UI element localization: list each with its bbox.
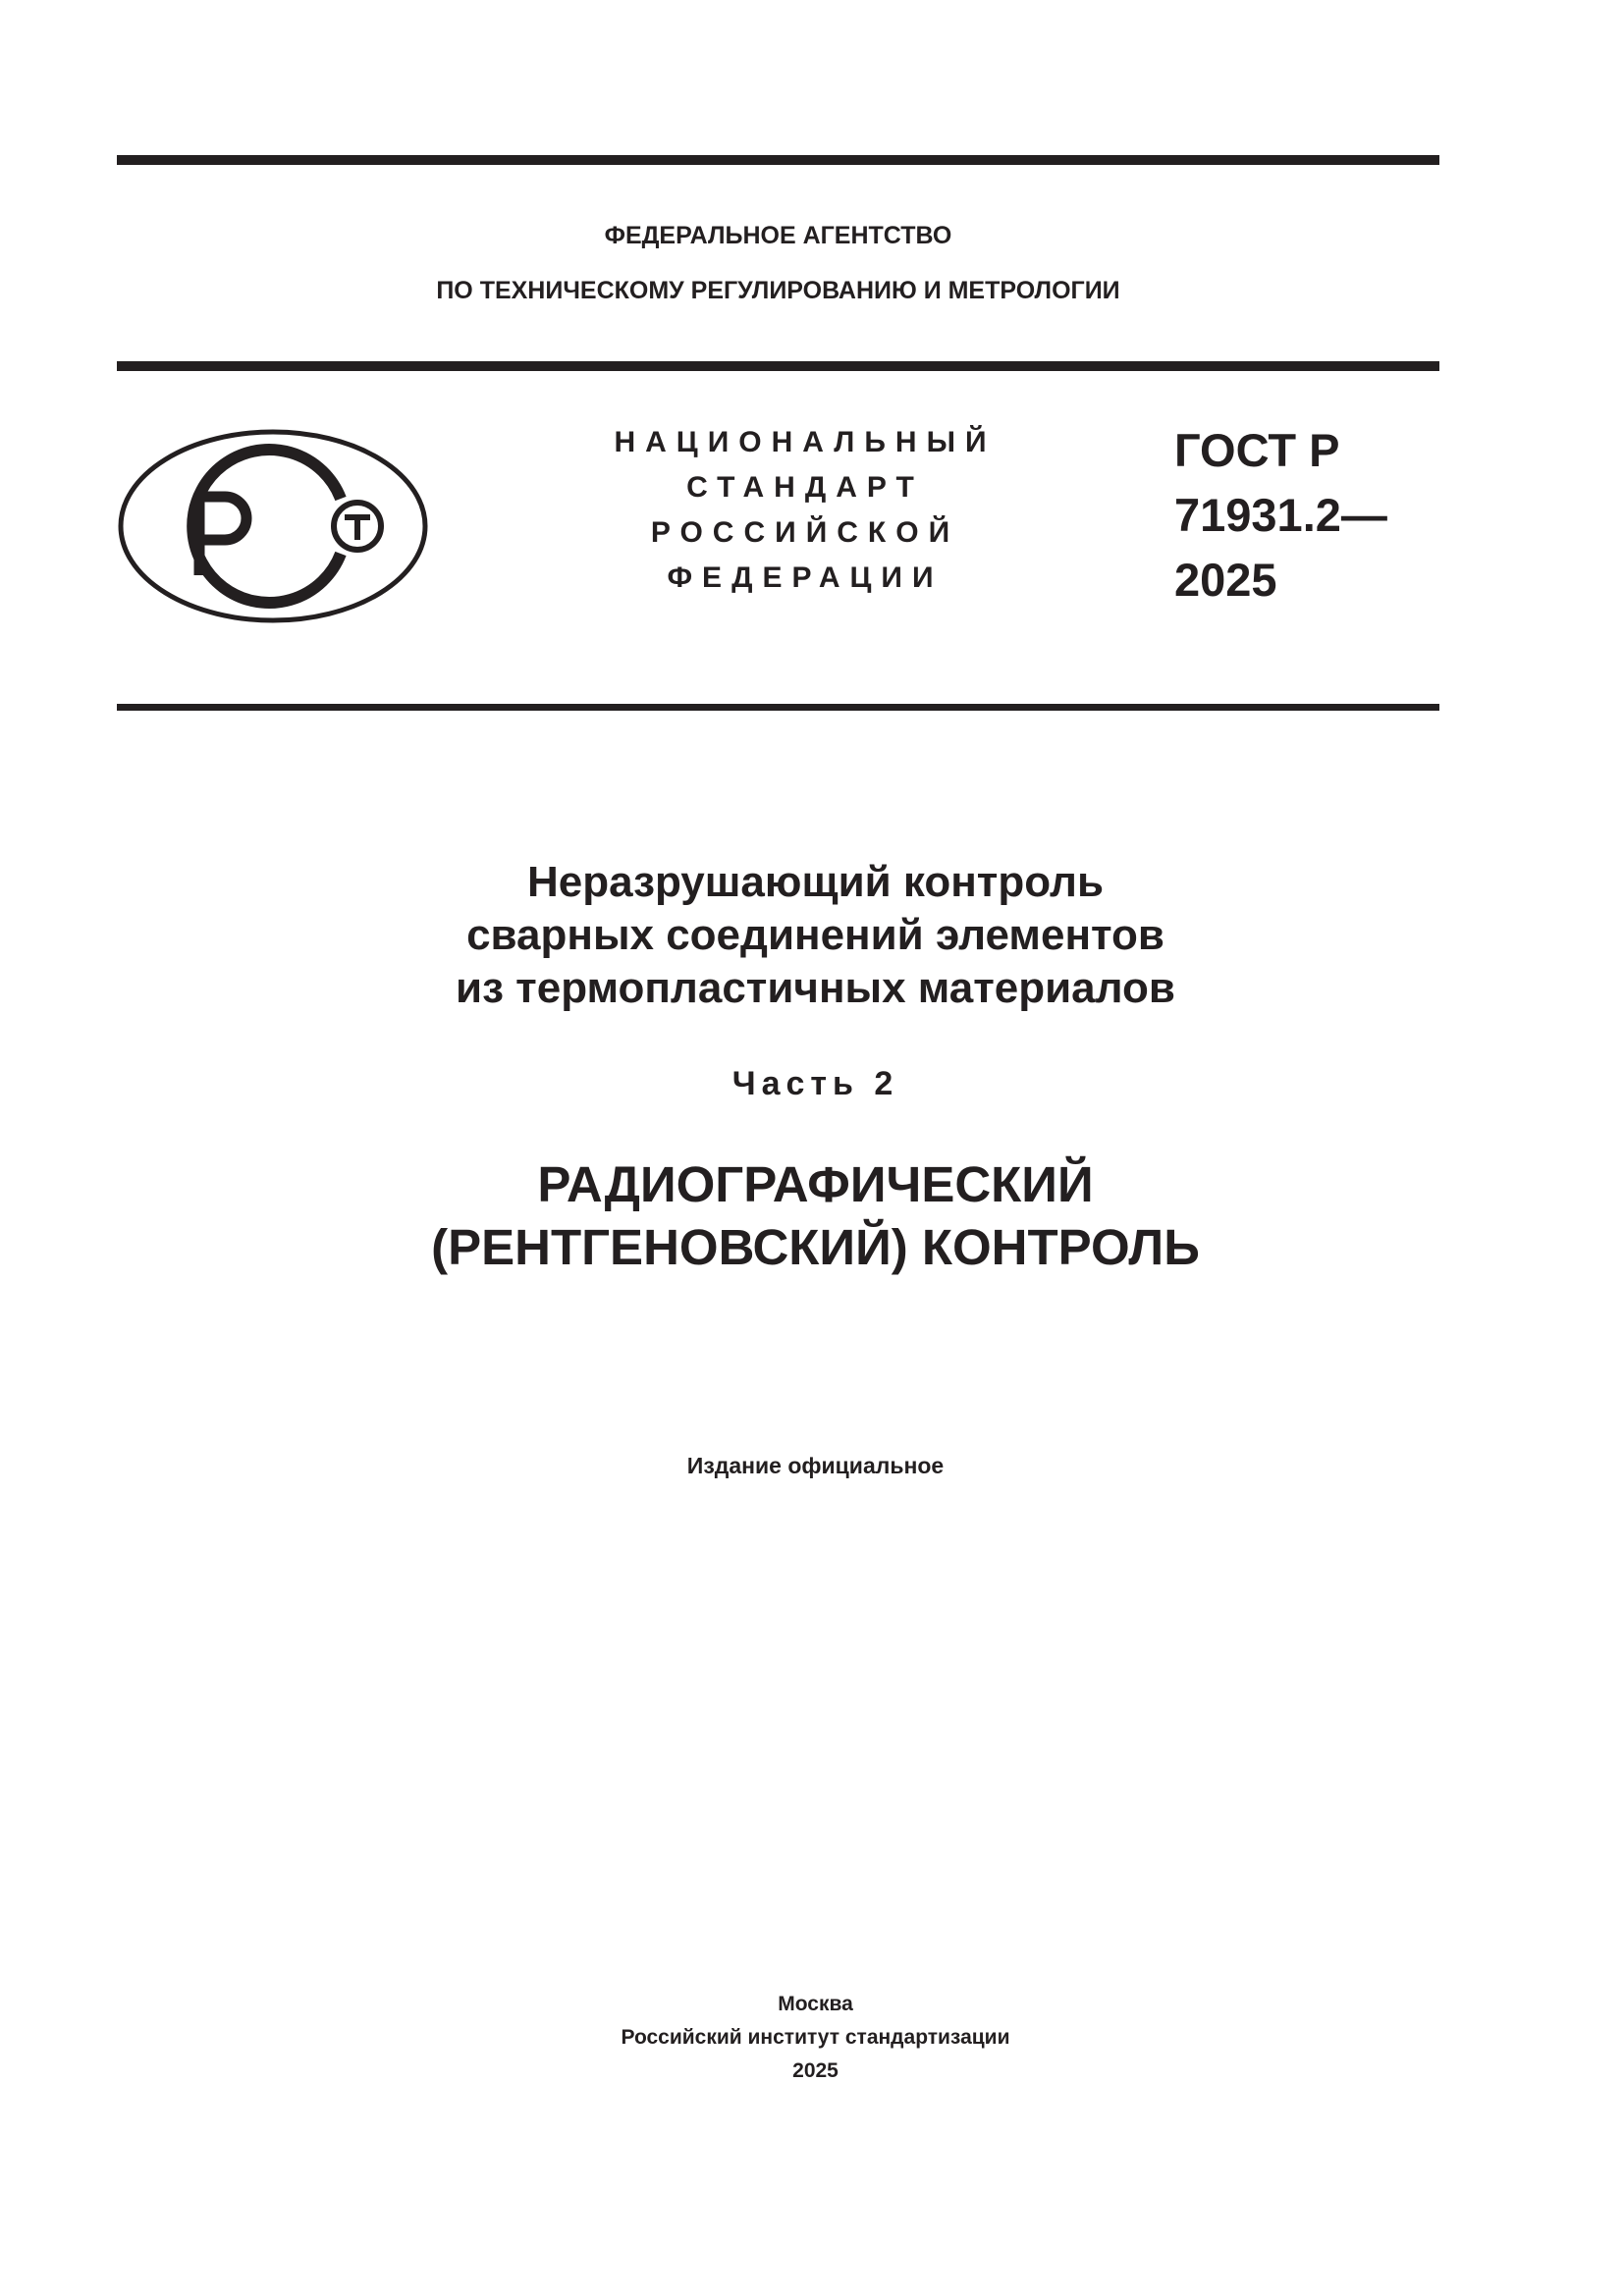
middle-rule bbox=[117, 361, 1439, 371]
imprint-year: 2025 bbox=[792, 2059, 839, 2082]
standard-kind-line: СТАНДАРТ bbox=[686, 471, 924, 504]
standard-designation-line: ГОСТ Р bbox=[1174, 424, 1340, 476]
standard-kind-line: РОССИЙСКОЙ bbox=[650, 516, 960, 549]
standard-kind-line: НАЦИОНАЛЬНЫЙ bbox=[614, 426, 997, 458]
standard-designation-line: 71931.2— bbox=[1174, 489, 1387, 541]
document-title bbox=[117, 856, 1514, 1015]
standard-designation-line: 2025 bbox=[1174, 554, 1277, 606]
agency-name-line2: ПО ТЕХНИЧЕСКОМУ РЕГУЛИРОВАНИЮ И МЕТРОЛОГИИ bbox=[436, 277, 1120, 304]
imprint-publisher: Российский институт стандартизации bbox=[621, 2026, 1010, 2049]
standard-kind-line: ФЕДЕРАЦИИ bbox=[667, 561, 944, 594]
standard-kind bbox=[535, 420, 1075, 601]
document-title-line: из термопластичных материалов bbox=[456, 964, 1175, 1012]
top-rule bbox=[117, 155, 1439, 165]
bottom-rule bbox=[117, 704, 1439, 711]
standard-designation bbox=[1174, 418, 1387, 613]
agency-name-line1: ФЕДЕРАЛЬНОЕ АГЕНТСТВО bbox=[604, 222, 952, 249]
document-subtitle-line: (РЕНТГЕНОВСКИЙ) КОНТРОЛЬ bbox=[431, 1219, 1200, 1275]
document-title-line: сварных соединений элементов bbox=[466, 911, 1164, 959]
document-subtitle bbox=[117, 1153, 1514, 1279]
imprint bbox=[117, 1988, 1514, 2088]
imprint-city: Москва bbox=[778, 1993, 853, 2015]
part-number: Часть 2 bbox=[731, 1065, 899, 1102]
document-subtitle-line: РАДИОГРАФИЧЕСКИЙ bbox=[537, 1156, 1094, 1212]
rst-certification-mark-icon bbox=[117, 428, 429, 624]
edition-note: Издание официальное bbox=[686, 1453, 945, 1478]
document-title-line: Неразрушающий контроль bbox=[526, 858, 1105, 906]
